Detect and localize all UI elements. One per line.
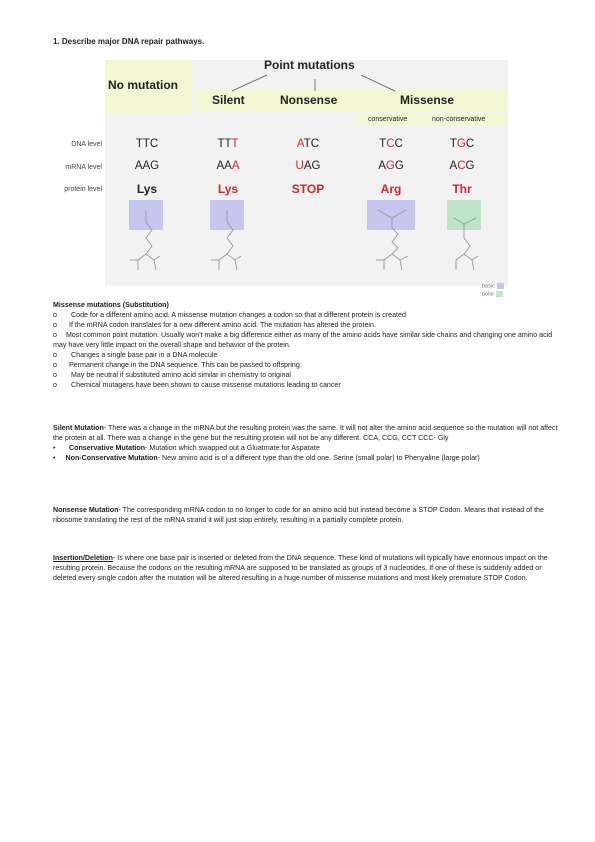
row-label-dna: DNA level <box>71 141 102 148</box>
mrna-cell: AAA <box>216 160 240 172</box>
dna-cell: TTT <box>217 138 239 150</box>
dna-cell: TTC <box>135 138 159 150</box>
protein-cell: Lys <box>217 182 239 196</box>
col-nonsense: Nonsense <box>280 93 338 107</box>
protein-cell: Thr <box>452 182 472 196</box>
missense-title: Missense mutations (Substitution) <box>53 301 169 309</box>
mrna-cell: AGG <box>378 160 404 172</box>
subcol-conservative: conservative <box>368 116 408 123</box>
dna-cell: ATC <box>296 138 320 150</box>
row-label-mrna: mRNA level <box>65 164 102 171</box>
missense-bullet: o Changes a single base pair in a DNA molecule <box>53 351 218 359</box>
indel-paragraph: Insertion/Deletion- Is where one base pair is inserted or deleted from the DNA sequence. These kind of mutations will typically have enormous impact on the resulting protein. Because the codons on the resulting mRNA are supposed to be translated as groups of 3 nucleotides. If one of these is suddenly added or deleted every single codon after the mutation will be altered resulting in a huge number of missense mutations and most likely premature STOP Codon. <box>53 554 548 582</box>
mrna-cell: AAG <box>134 160 160 172</box>
silent-item: • Non-Conservative Mutation- New amino acid is of a different type than the old one. Serine (small polar) to Phenyaline (large polar) <box>53 454 480 462</box>
missense-bullet: o Chemical mutagens have been shown to cause missense mutations leading to cancer <box>53 381 341 389</box>
missense-bullet: o Permanent change in the DNA sequence. This can be passed to offspring. <box>53 361 302 369</box>
legend-polar: polar <box>482 291 503 297</box>
arg-structure <box>368 204 416 276</box>
nonsense-section <box>53 505 559 525</box>
silent-paragraph: Silent Mutation- There was a change in the mRNA but the resulting protein was the same. It will not alter the amino acid sequence so the mutation will not affect the protein at all. There was a change in the gene but the resulting protein will not be any different. CCA, CCG, CCT CCC- Gly <box>53 424 558 442</box>
silent-section <box>53 423 559 463</box>
dna-cell: TCC <box>379 138 403 150</box>
mrna-cell: ACG <box>449 160 475 172</box>
nonsense-paragraph: Nonsense Mutation- The corresponding mRNA codon to no longer to code for an amino acid but instead become a STOP Codon. Means that instead of the ribosome translating the rest of the mRNA strand it will just stop entirely, resulting in a partially complete protein. <box>53 506 544 524</box>
thr-structure <box>446 204 486 276</box>
protein-cell: STOP <box>291 182 325 196</box>
indel-section <box>53 553 559 583</box>
lys-structure <box>126 204 166 276</box>
missense-bullet: o Code for a different amino acid. A missense mutation changes a codon so that a different protein is created <box>53 311 406 319</box>
silent-item: • Conservative Mutation- Mutation which swapped out a Gluatmate for Asparate <box>53 444 320 452</box>
missense-bullet: o Most common point mutation. Usually won't make a big difference either as many of the amino acids have similar side chains and changing one amino acid may have very little impact on the overall shape and behavior of the protein. <box>53 331 553 349</box>
lys-structure <box>207 204 247 276</box>
question-heading: 1. Describe major DNA repair pathways. <box>53 37 205 46</box>
missense-bullet: o If the mRNA codon translates for a new different amino acid. The mutation has altered the protein. <box>53 321 376 329</box>
missense-section <box>53 300 559 390</box>
header-no-mutation: No mutation <box>108 78 178 92</box>
subcol-non-conservative: non-conservative <box>432 116 486 123</box>
header-point-mutations: Point mutations <box>264 58 355 72</box>
header-connector-lines <box>225 68 415 94</box>
protein-cell: Arg <box>380 182 402 196</box>
protein-cell: Lys <box>136 182 158 196</box>
dna-cell: TGC <box>449 138 475 150</box>
legend-basic: basic <box>482 283 504 289</box>
mrna-cell: UAG <box>295 160 321 172</box>
row-label-protein: protein level <box>64 186 102 193</box>
col-silent: Silent <box>212 93 245 107</box>
missense-bullet: o May be neutral if substituted amino acid similar in chemistry to original <box>53 371 291 379</box>
point-mutation-figure <box>50 54 510 302</box>
col-missense: Missense <box>400 93 455 107</box>
